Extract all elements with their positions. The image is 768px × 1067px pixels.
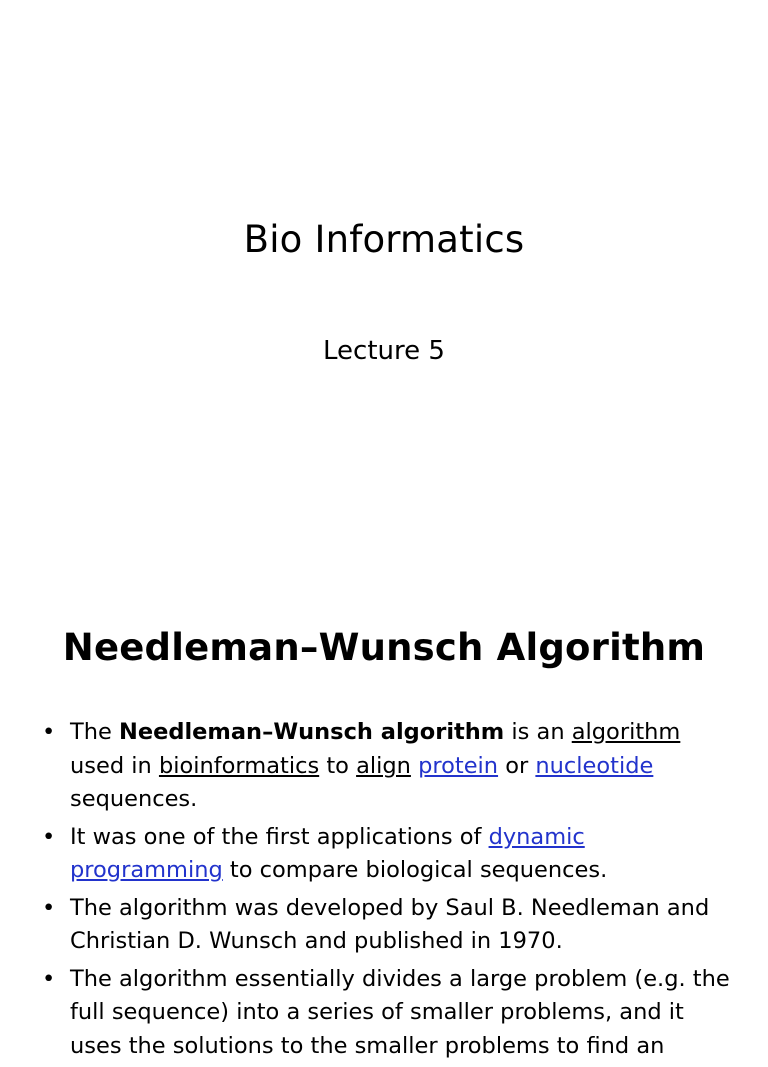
bullet-point-icon: • <box>42 719 56 745</box>
bullet-text: The algorithm essentially divides a large problem (e.g. the full sequence) into a series of smaller problems, and it uses the solutions to the smaller problems to find an <box>70 965 730 1059</box>
slide-subtitle: Lecture 5 <box>323 336 445 366</box>
link-dynamic-programming[interactable]: dynamic programming <box>70 823 585 883</box>
text-run: The <box>70 719 119 745</box>
link-protein[interactable]: protein <box>418 752 499 779</box>
link-align[interactable]: align <box>356 752 411 779</box>
bullet-item <box>40 716 740 817</box>
bullet-text <box>70 719 680 812</box>
text-run: or <box>498 752 536 779</box>
bullet-item <box>40 892 740 959</box>
bullet-point-icon: • <box>42 894 56 921</box>
text-run: to compare biological sequences. <box>222 857 608 883</box>
text-run: to <box>319 752 357 779</box>
link-algorithm[interactable]: algorithm <box>571 719 681 745</box>
link-bioinformatics[interactable]: bioinformatics <box>158 752 320 779</box>
bullet-point-icon: • <box>42 965 56 992</box>
bullet-text <box>70 824 607 884</box>
bullet-list <box>40 716 740 1067</box>
slide-title-heading: Bio Informatics <box>243 218 525 261</box>
text-run: sequences. <box>70 786 198 812</box>
bullet-text: The algorithm was developed by Saul B. Needleman and Christian D. Wunsch and published in 1970. <box>70 894 710 954</box>
text-run <box>411 753 418 779</box>
bold-term: Needleman–Wunsch algorithm <box>119 719 505 745</box>
text-run: is an <box>504 719 572 745</box>
slide-heading: Needleman–Wunsch Algorithm <box>62 626 706 669</box>
bullet-item <box>40 963 740 1064</box>
text-run: used in <box>70 752 159 779</box>
link-nucleotide[interactable]: nucleotide <box>535 752 654 779</box>
slide-needleman-wunsch <box>0 576 768 1059</box>
bullet-point-icon: • <box>42 823 56 850</box>
text-run: It was one of the first applications of <box>70 823 489 850</box>
bullet-item <box>40 821 740 888</box>
